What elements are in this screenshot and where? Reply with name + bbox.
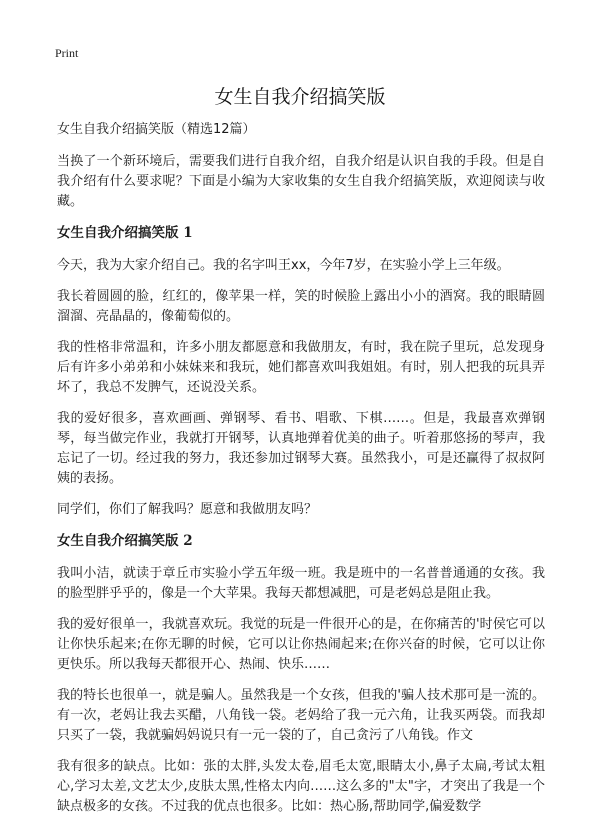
document-body (57, 120, 545, 828)
print-label: Print (55, 46, 79, 60)
paragraph: 我的爱好很多，喜欢画画、弹钢琴、看书、唱歌、下棋……。但是，我最喜欢弹钢琴，每当做完作业，我就打开钢琴，认真地弹着优美的曲子。听着那悠扬的琴声，我忘记了一切。经过我的努力，我还参加过钢琴大赛。虽然我小，可是还赢得了叔叔阿姨的表扬。 (57, 411, 545, 486)
document-subtitle: 女生自我介绍搞笑版（精选12篇） (57, 122, 256, 137)
paragraph: 我有很多的缺点。比如：张的太胖,头发太卷,眉毛太宽,眼睛太小,鼻子太扁,考试太粗心,学习太差,文艺太少,皮肤太黑,性格太内向……这么多的"太"字，才突出了我是一个缺点极多的女孩。不过我的优点也很多。比如：热心肠,帮助同学,偏爱数学 (57, 759, 545, 814)
intro-paragraph: 当换了一个新环境后，需要我们进行自我介绍，自我介绍是认识自我的手段。但是自我介绍有什么要求呢？下面是小编为大家收集的女生自我介绍搞笑版，欢迎阅读与收藏。 (57, 154, 545, 209)
paragraph: 我长着圆圆的脸，红红的，像苹果一样，笑的时候脸上露出小小的酒窝。我的眼睛圆溜溜、亮晶晶的，像葡萄似的。 (57, 289, 545, 324)
paragraph: 同学们，你们了解我吗？愿意和我做朋友吗？ (57, 502, 318, 517)
paragraph: 我叫小洁，就读于章丘市实验小学五年级一班。我是班中的一名普普通通的女孩。我的脸型胖乎乎的，像是一个大苹果。我每天都想减肥，可是老妈总是阻止我。 (57, 566, 545, 601)
section-heading: 女生自我介绍搞笑版 1 (57, 225, 193, 241)
paragraph: 我的性格非常温和，许多小朋友都愿意和我做朋友，有时，我在院子里玩，总发现身后有许多小弟弟和小妹妹来和我玩，她们都喜欢叫我姐姐。有时，别人把我的玩具弄坏了，我总不发脾气，还说没关系。 (57, 340, 545, 395)
paragraph: 我的爱好很单一，我就喜欢玩。我觉的玩是一件很开心的是，在你痛苦的'时侯它可以让你快乐起来;在你无聊的时候，它可以让你热闹起来;在你兴奋的时候，它可以让你更快乐。所以我每天都很开心、热闹、快乐…… (57, 617, 545, 672)
section-heading: 女生自我介绍搞笑版 2 (57, 533, 193, 549)
paragraph: 我的特长也很单一，就是骗人。虽然我是一个女孩，但我的'骗人技术那可是一流的。有一次，老妈让我去买醋，八角钱一袋。老妈给了我一元六角，让我买两袋。而我却只买了一袋，我就骗妈妈说只有一元一袋的了，自己贪污了八角钱。作文 (57, 688, 545, 743)
page-title: 女生自我介绍搞笑版 (214, 86, 386, 108)
paragraph: 今天，我为大家介绍自己。我的名字叫王xx，今年7岁，在实验小学上三年级。 (57, 258, 510, 273)
